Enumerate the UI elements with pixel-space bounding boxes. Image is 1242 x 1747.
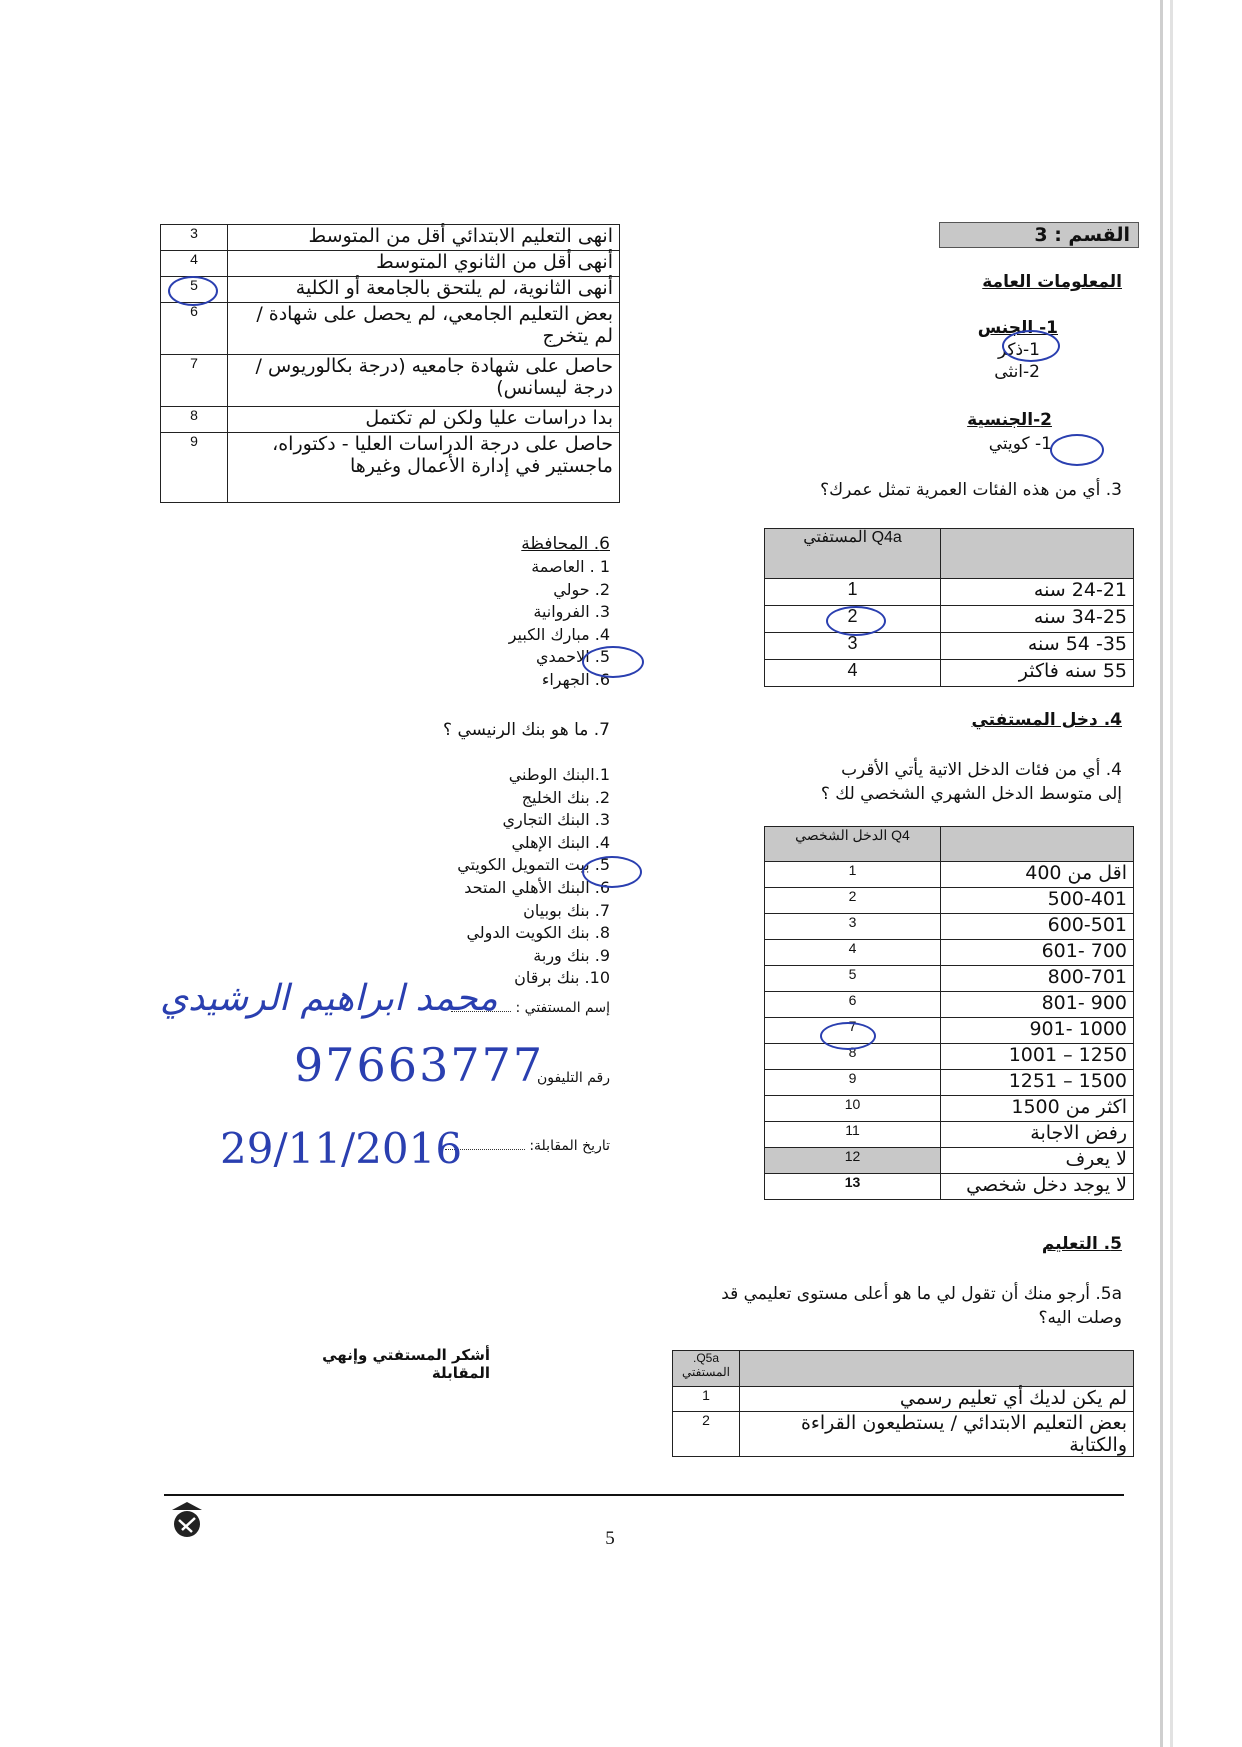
closing-text: أشكر المستفتي وإنهي المقابلة — [322, 1346, 490, 1382]
table-cell: 8 — [161, 407, 228, 433]
table-cell: 2 — [765, 606, 941, 633]
q2-option: 1- كويتي — [988, 434, 1052, 454]
q2-title: 2-الجنسية — [967, 410, 1052, 430]
selection-circle — [168, 276, 218, 306]
table-cell: بدا دراسات عليا ولكن لم تكتمل — [228, 407, 620, 433]
q1-option: 2-انثى — [994, 362, 1040, 382]
list-item: 5. بيت التمويل الكويتي — [457, 855, 610, 875]
table-cell: 700 -601 — [941, 940, 1134, 966]
table-cell: رفض الاجابة — [941, 1122, 1134, 1148]
respondent-name-handwritten: محمد ابراهيم الرشيدي — [160, 978, 498, 1019]
q3-text: 3. أي من هذه الفئات العمرية تمثل عمرك؟ — [820, 480, 1122, 500]
table-cell: بعض التعليم الابتدائي / يستطيعون القراءة والكتابة — [740, 1412, 1134, 1457]
table-cell: 9 — [161, 433, 228, 503]
table-cell: 55 سنه فاكثر — [941, 660, 1134, 687]
table-cell: 800-701 — [941, 966, 1134, 992]
table-cell: اقل من 400 — [941, 862, 1134, 888]
list-item: 6. الجهراء — [541, 669, 610, 689]
scan-edge-line — [1160, 0, 1163, 1747]
q6-options — [380, 556, 610, 692]
table-cell: 1500 – 1251 — [941, 1070, 1134, 1096]
table-cell: انهى التعليم الابتدائي أقل من المتوسط — [228, 225, 620, 251]
q7-options — [380, 764, 610, 990]
table-cell: 3 — [765, 914, 941, 940]
table-cell: 3 — [161, 225, 228, 251]
age-table-header: Q4a المستفتي — [765, 529, 941, 579]
q6-title: 6. المحافظة — [521, 534, 610, 554]
selection-circle — [826, 606, 886, 636]
table-cell: 12 — [765, 1148, 941, 1174]
age-table — [764, 528, 1134, 687]
q7-title: 7. ما هو بنك الرنيسي ؟ — [443, 720, 610, 740]
logo-icon — [170, 1500, 204, 1540]
table-cell: 11 — [765, 1122, 941, 1148]
table-cell: 13 — [765, 1174, 941, 1200]
age-table-header-blank — [941, 529, 1134, 579]
table-cell: بعض التعليم الجامعي، لم يحصل على شهادة / لم يتخرج — [228, 303, 620, 355]
selection-circle — [1002, 330, 1060, 362]
scan-edge-line — [1170, 0, 1173, 1747]
table-cell: 500-401 — [941, 888, 1134, 914]
table-cell: أنهى الثانوية، لم يلتحق بالجامعة أو الكلية — [228, 277, 620, 303]
footer-rule — [164, 1494, 1124, 1496]
table-cell: لا يعرف — [941, 1148, 1134, 1174]
income-table-header: Q4 الدخل الشخصي — [765, 827, 941, 862]
list-item: 7. بنك بوبيان — [523, 900, 610, 920]
q1-option: 1-ذكر — [997, 340, 1040, 360]
list-item: 3. الفروانية — [533, 602, 610, 622]
date-handwritten: 29/11/2016 — [220, 1124, 463, 1173]
list-item: 10. بنك برقان — [514, 968, 610, 988]
q1-title: 1- الجنس — [977, 318, 1058, 338]
table-cell: لا يوجد دخل شخصي — [941, 1174, 1134, 1200]
selection-circle — [1050, 434, 1104, 466]
selection-circle — [582, 856, 642, 888]
table-cell: 6 — [765, 992, 941, 1018]
q4-text: 4. أي من فئات الدخل الاتية يأتي الأقرب إلى متوسط الدخل الشهري الشخصي لك ؟ — [820, 760, 1122, 804]
table-cell: أنهى أقل من الثانوي المتوسط — [228, 251, 620, 277]
education-table-header: Q5a. المستفتي — [673, 1351, 740, 1387]
list-item: 1 . العاصمة — [531, 557, 610, 576]
list-item: 5. الاحمدي — [536, 647, 610, 667]
table-cell: 900 -801 — [941, 992, 1134, 1018]
selection-circle — [820, 1022, 876, 1050]
education-table-header-blank — [740, 1351, 1134, 1387]
table-cell: 1250 – 1001 — [941, 1044, 1134, 1070]
list-item: 3. البنك التجاري — [502, 810, 610, 830]
q5-text: 5a. أرجو منك أن تقول لي ما هو أعلى مستوى تعليمي قد وصلت اليه؟ — [721, 1284, 1122, 1328]
education-continued-table — [160, 224, 620, 503]
table-cell: 8 — [765, 1044, 941, 1070]
q2-block — [900, 410, 1052, 454]
q7-block — [380, 764, 610, 990]
name-label-text: إسم المستفتي : — [515, 1000, 610, 1016]
table-cell: 24-21 سنه — [941, 579, 1134, 606]
table-cell: 600-501 — [941, 914, 1134, 940]
table-cell: لم يكن لديك أي تعليم رسمي — [740, 1387, 1134, 1412]
education-table — [672, 1350, 1134, 1457]
table-cell: 6 — [161, 303, 228, 355]
list-item: 8. بنك الكويت الدولي — [466, 923, 610, 943]
table-cell: حاصل على شهادة جامعيه (درجة بكالوريوس / درجة ليسانس) — [228, 355, 620, 407]
section-header — [939, 222, 1139, 248]
table-cell: 1 — [765, 862, 941, 888]
table-cell: 5 — [765, 966, 941, 992]
list-item: 2. بنك الخليج — [521, 787, 610, 807]
phone-handwritten: 97663777 — [294, 1038, 545, 1092]
list-item: 2. حولي — [553, 579, 610, 599]
table-cell: 3 — [765, 633, 941, 660]
selection-circle — [582, 646, 644, 678]
table-cell: 7 — [765, 1018, 941, 1044]
list-item: 4. البنك الإهلي — [511, 832, 610, 852]
table-cell: 1 — [673, 1387, 740, 1412]
table-cell: 2 — [673, 1412, 740, 1457]
table-cell: 1 — [765, 579, 941, 606]
list-item: 4. مبارك الكبير — [508, 624, 610, 644]
section-label: القسم : 3 — [1034, 224, 1130, 246]
table-cell: 10 — [765, 1096, 941, 1122]
table-cell: 1000 -901 — [941, 1018, 1134, 1044]
list-item: 1.البنك الوطني — [508, 765, 610, 784]
q4-title: 4. دخل المستفتي — [971, 710, 1122, 730]
list-item: 9. بنك وربة — [533, 945, 610, 965]
q5-title: 5. التعليم — [1041, 1234, 1122, 1254]
phone-label: رقم التليفون — [536, 1070, 610, 1086]
date-label-text: تاريخ المقابلة: — [529, 1138, 610, 1154]
table-cell: 4 — [765, 940, 941, 966]
table-cell: 9 — [765, 1070, 941, 1096]
general-info-title: المعلومات العامة — [982, 272, 1122, 292]
table-cell: 2 — [765, 888, 941, 914]
income-table — [764, 826, 1134, 1200]
table-cell: 5 — [161, 277, 228, 303]
table-cell: 35- 54 سنه — [941, 633, 1134, 660]
table-cell: 34-25 سنه — [941, 606, 1134, 633]
income-table-header-blank — [941, 827, 1134, 862]
table-cell: 4 — [161, 251, 228, 277]
list-item: 6. البنك الأهلي المتحد — [464, 877, 610, 897]
table-cell: 7 — [161, 355, 228, 407]
table-cell: حاصل على درجة الدراسات العليا - دكتوراه، ماجستير في إدارة الأعمال وغيرها — [228, 433, 620, 503]
table-cell: 4 — [765, 660, 941, 687]
table-cell: اكثر من 1500 — [941, 1096, 1134, 1122]
page-number: 5 — [605, 1528, 615, 1549]
q6-block — [380, 534, 610, 692]
